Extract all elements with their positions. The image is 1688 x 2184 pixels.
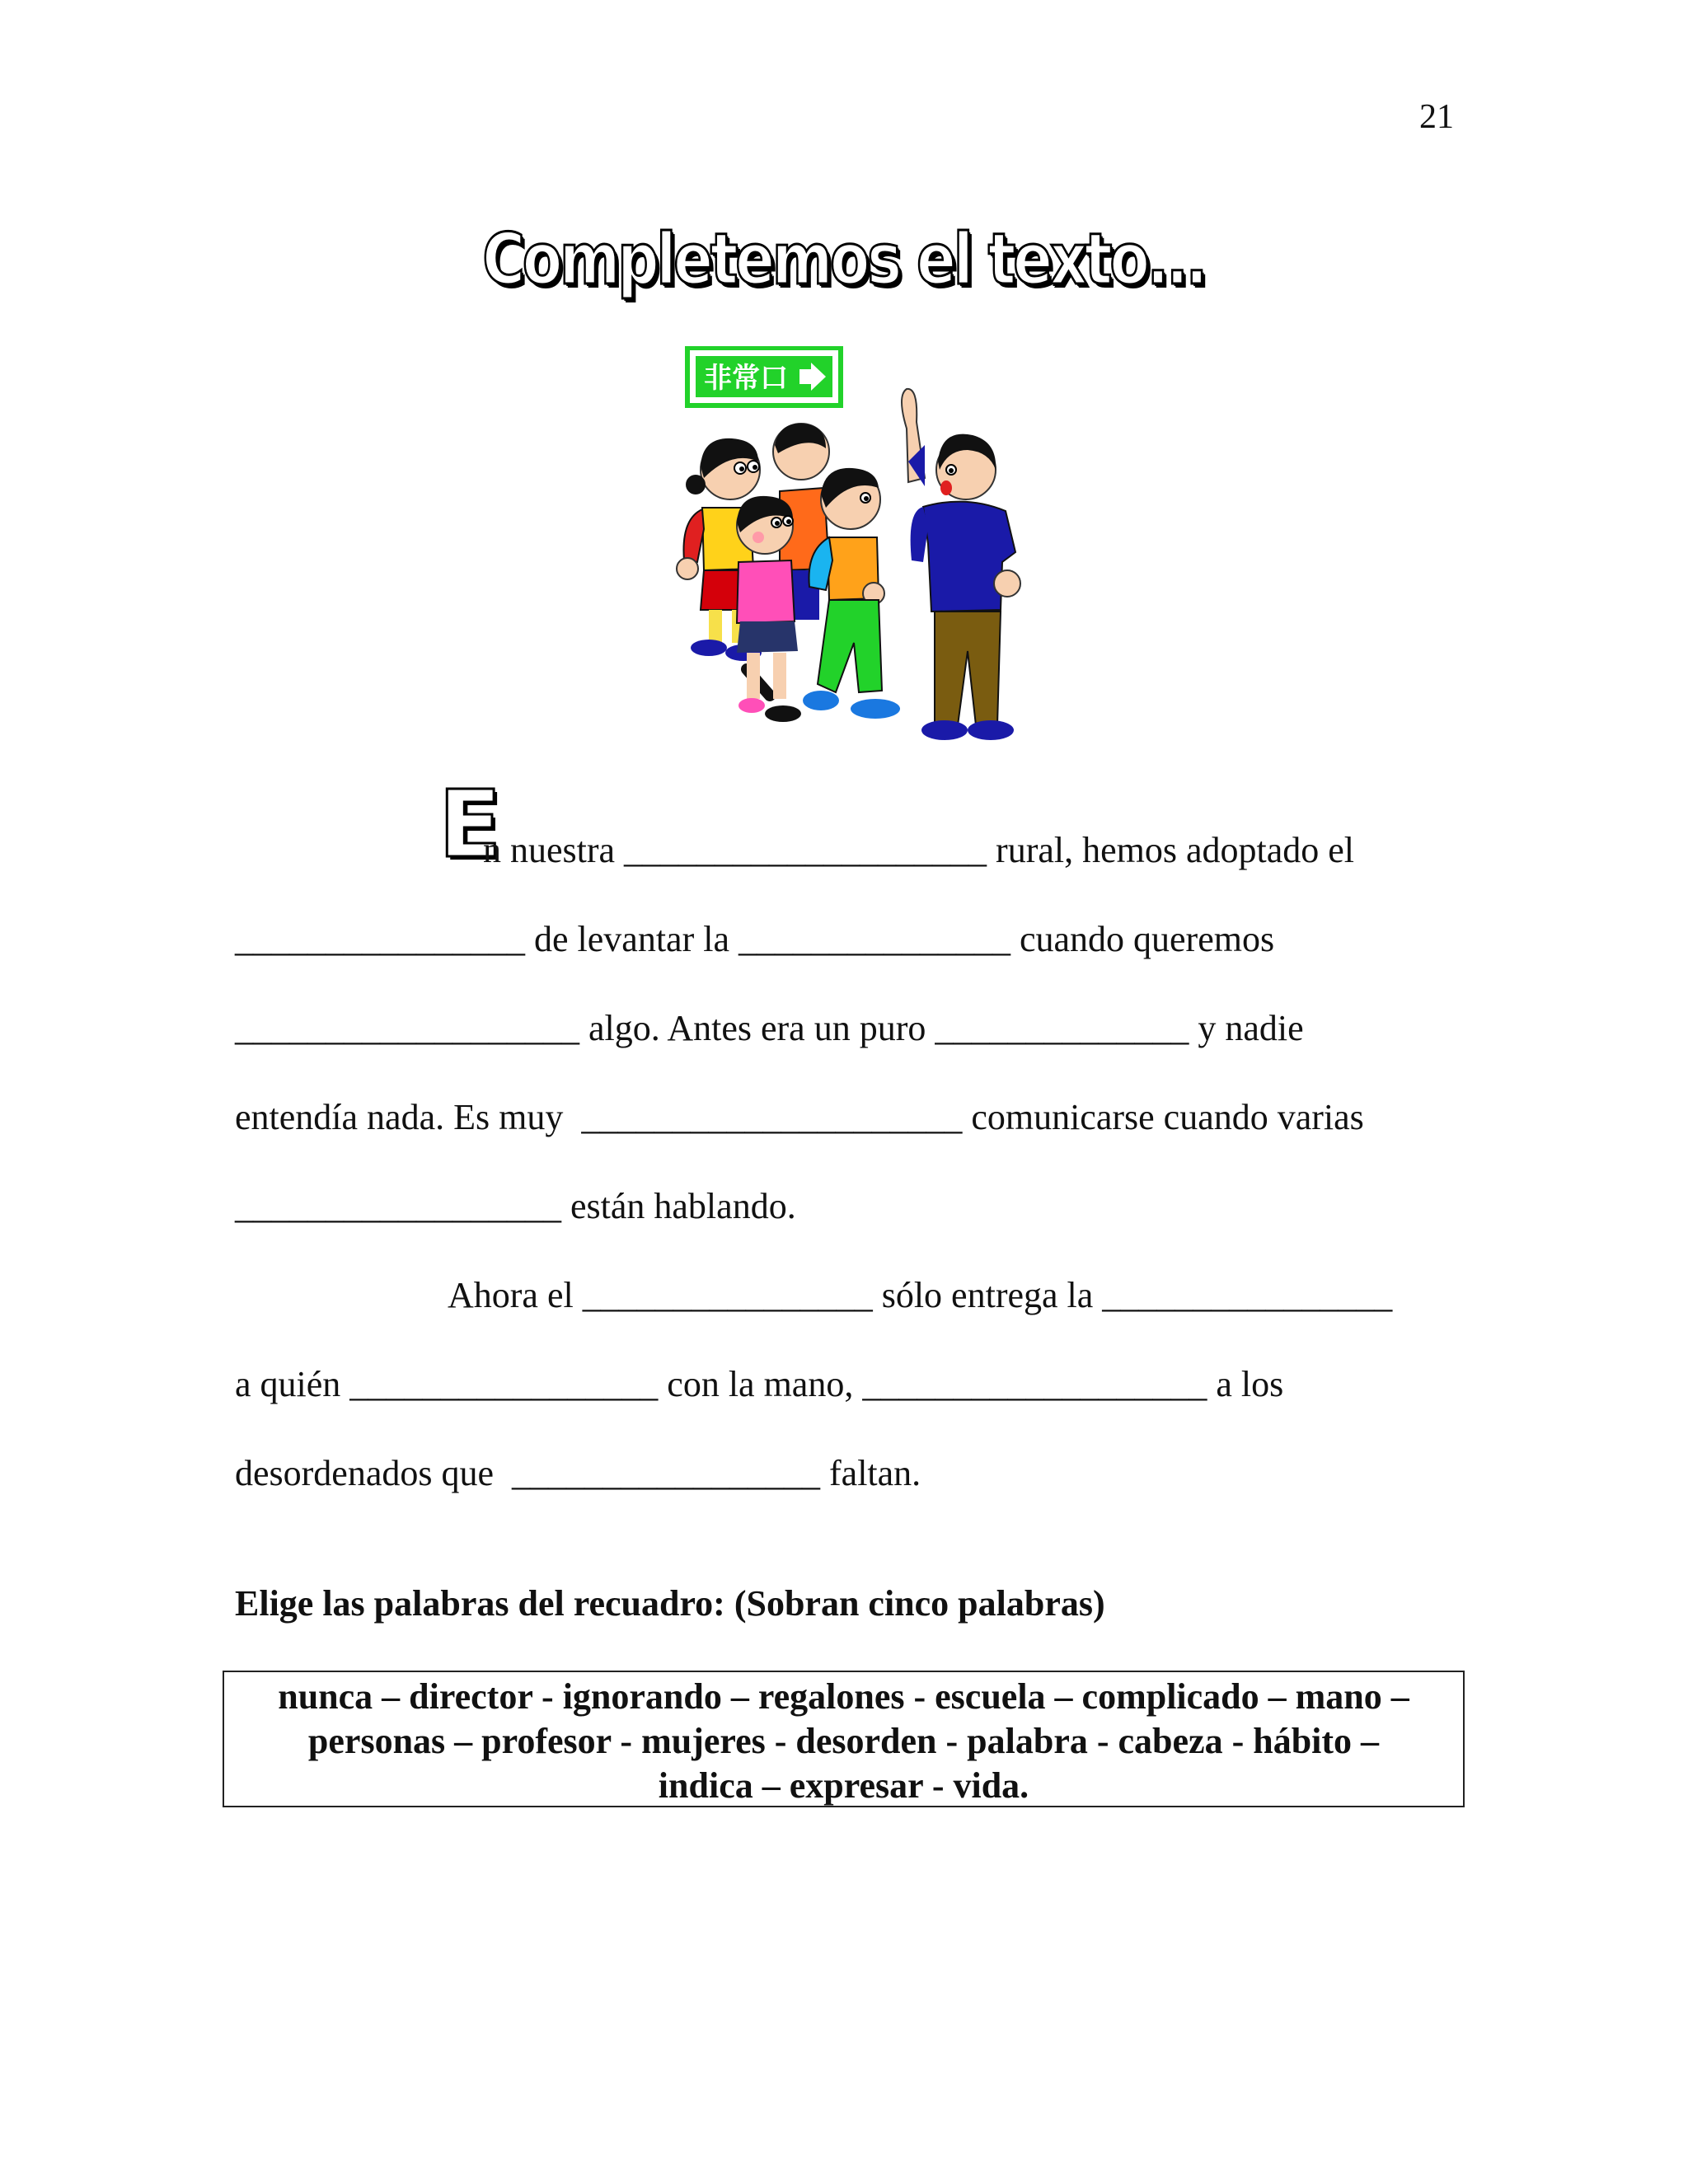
word-bank-line: nunca – director - ignorando – regalones - escuela – complicado – mano – <box>278 1676 1409 1717</box>
page-number: 21 <box>1419 98 1454 136</box>
title-container <box>0 218 1688 301</box>
paragraph-line: desordenados que _________________ faltan. <box>235 1453 921 1493</box>
word-bank-line: indica – expresar - vida. <box>658 1765 1029 1806</box>
teacher-figure <box>902 389 1020 740</box>
word-bank-box <box>223 1671 1465 1807</box>
paragraph-line: ___________________ algo. Antes era un puro ______________ y nadie <box>235 1008 1304 1048</box>
paragraph-line: Ahora el ________________ sólo entrega la ________________ <box>448 1275 1393 1315</box>
paragraph-line: a quién _________________ con la mano, ___________________ a los <box>235 1364 1284 1404</box>
instruction-text: Elige las palabras del recuadro: (Sobran cinco palabras) <box>235 1583 1105 1624</box>
children-raising-hand-illustration <box>635 346 1063 750</box>
drop-cap-letter: E <box>438 771 502 879</box>
word-bank-line: personas – profesor - mujeres - desorden - palabra - cabeza - hábito – <box>307 1721 1380 1761</box>
paragraph-line: n nuestra ____________________ rural, hemos adoptado el <box>483 830 1355 870</box>
exit-sign-text: 非常口 <box>704 362 788 395</box>
page-title: Completemos el texto... <box>482 218 1206 301</box>
paragraph-line: __________________ están hablando. <box>235 1186 796 1226</box>
paragraph-line: ________________ de levantar la _______________ cuando queremos <box>235 919 1275 959</box>
exit-sign-icon <box>687 348 841 405</box>
paragraph-line: entendía nada. Es muy _____________________ comunicarse cuando varias <box>235 1097 1364 1137</box>
